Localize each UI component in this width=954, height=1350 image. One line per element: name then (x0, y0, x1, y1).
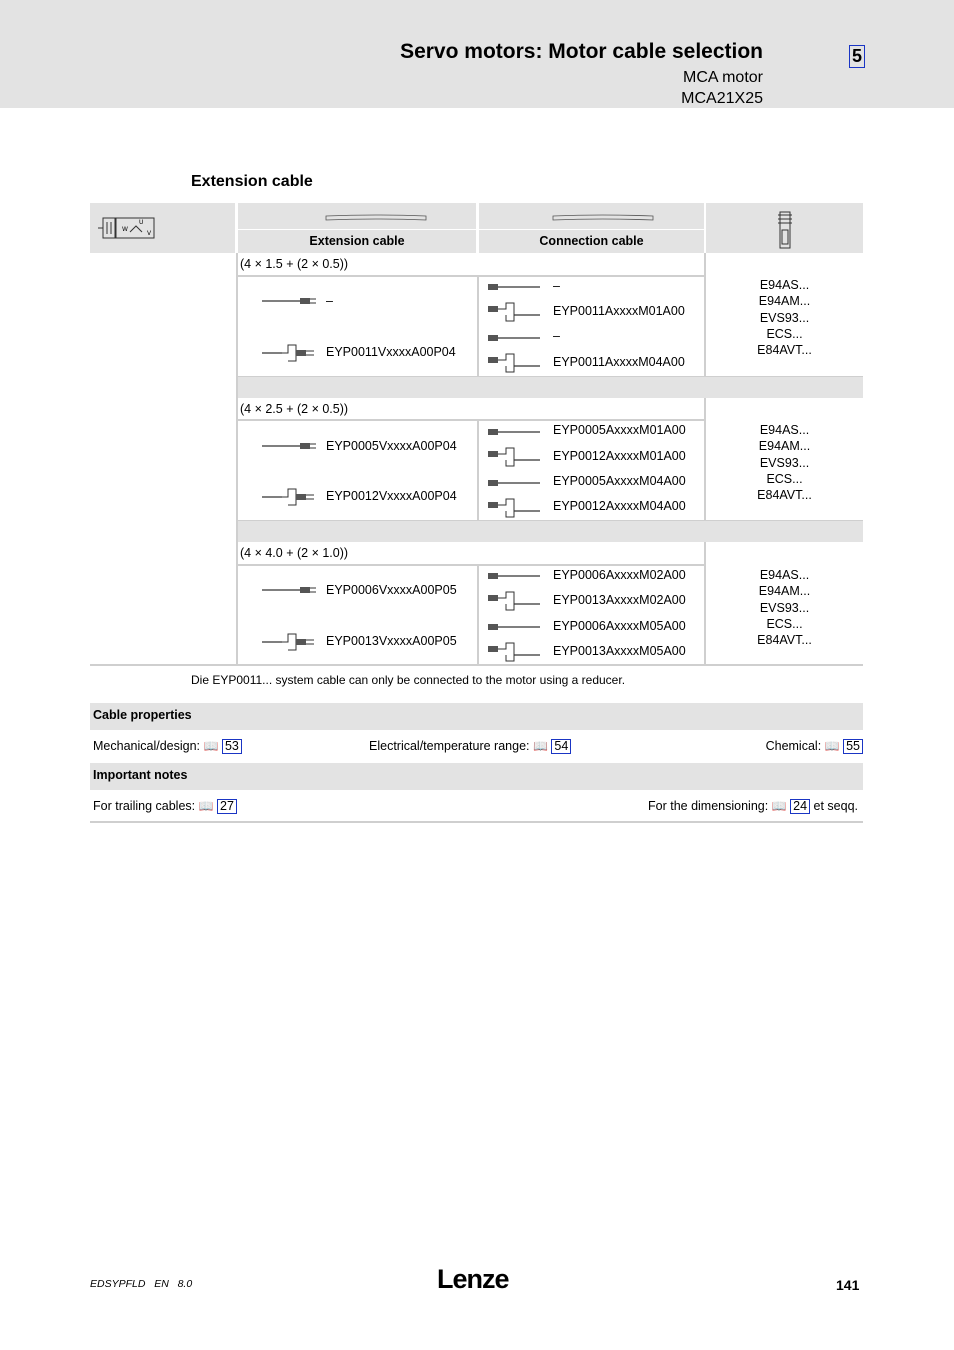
cable-angled-plug-icon (488, 445, 544, 469)
controller-item: ECS... (766, 471, 803, 486)
cable-icon (325, 214, 427, 222)
connection-cable-code: EYP0011AxxxxM04A00 (553, 355, 685, 369)
controller-item: EVS93... (759, 455, 810, 470)
column-header-connection: Connection cable (479, 230, 704, 253)
column-header-extension: Extension cable (238, 230, 476, 253)
cable-angled-plug-icon (262, 341, 320, 363)
cable-plug-icon (488, 281, 544, 293)
cable-plug-icon (488, 570, 544, 582)
chemical-label: Chemical: (765, 739, 822, 753)
dimensioning-label: For the dimensioning: (648, 799, 769, 813)
controller-header-cell (706, 203, 863, 253)
page-header (0, 0, 954, 108)
controller-item: E84AVT... (757, 633, 812, 648)
controller-item: ECS... (766, 616, 803, 631)
extension-cable-code: EYP0011VxxxxA00P04 (326, 345, 456, 359)
cable-angled-plug-icon (488, 640, 544, 664)
controller-item: EVS93... (759, 600, 810, 615)
cross-section-label: (4 × 2.5 + (2 × 0.5)) (240, 402, 349, 416)
page-link-54[interactable]: 54 (551, 739, 571, 754)
important-notes-heading: Important notes (90, 763, 863, 790)
controller-list (706, 277, 863, 358)
connection-cable-code: EYP0013AxxxxM05A00 (553, 644, 686, 658)
trailing-label: For trailing cables: (93, 799, 196, 813)
cable-plug-icon (488, 426, 544, 438)
document-id (90, 1278, 192, 1290)
extension-cable-code: EYP0005VxxxxA00P04 (326, 439, 457, 453)
mechanical-reference (93, 739, 242, 754)
page-link-53[interactable]: 53 (222, 739, 242, 754)
book-icon: 📖 (198, 799, 214, 813)
controller-list (706, 422, 863, 503)
electrical-label: Electrical/temperature range: (369, 739, 530, 753)
book-icon: 📖 (532, 739, 548, 753)
controller-item: E94AS... (759, 278, 810, 292)
cable-plug-icon (488, 621, 544, 633)
dimensioning-suffix: et seqq. (813, 799, 858, 813)
lenze-logo: Lenze (437, 1264, 509, 1294)
cable-angled-plug-icon (488, 351, 544, 375)
page-title: Servo motors: Motor cable selection (400, 40, 763, 63)
motor-icon (98, 214, 158, 242)
cable-angled-plug-icon (488, 589, 544, 613)
connection-cable-icon-cell (479, 203, 704, 229)
book-icon: 📖 (824, 739, 840, 753)
controller-item: E94AM... (758, 584, 811, 599)
connection-cable-code: – (553, 279, 560, 293)
connection-cable-code: EYP0013AxxxxM02A00 (553, 593, 686, 607)
doc-language: EN (154, 1278, 169, 1290)
controller-list (706, 567, 863, 648)
svg-text:W: W (122, 226, 128, 233)
trailing-reference (93, 799, 237, 814)
extension-cable-icon-cell (238, 203, 476, 229)
chemical-reference (766, 739, 863, 754)
controller-icon (777, 210, 793, 250)
page-link-27[interactable]: 27 (217, 799, 237, 814)
connection-cable-code: EYP0005AxxxxM01A00 (553, 423, 686, 437)
cable-angled-plug-icon (488, 496, 544, 520)
footnote: Die EYP0011... system cable can only be connected to the motor using a reducer. (191, 673, 626, 687)
controller-item: E84AVT... (757, 488, 812, 503)
page-link-55[interactable]: 55 (843, 739, 863, 754)
controller-item: EVS93... (759, 310, 810, 325)
extension-cable-code: EYP0012VxxxxA00P04 (326, 489, 457, 503)
book-icon: 📖 (771, 799, 787, 813)
cable-plug-icon (488, 477, 544, 489)
cable-plug-icon (262, 582, 320, 598)
cable-properties-heading: Cable properties (90, 703, 863, 730)
dimensioning-reference (648, 799, 858, 814)
connection-cable-code: EYP0012AxxxxM04A00 (553, 499, 686, 513)
cross-section-label: (4 × 4.0 + (2 × 1.0)) (240, 546, 349, 560)
connection-cable-code: EYP0012AxxxxM01A00 (553, 449, 686, 463)
connection-cable-code: EYP0011AxxxxM01A00 (553, 304, 685, 318)
chapter-link[interactable]: 5 (849, 45, 865, 68)
connection-cable-code: – (553, 329, 560, 343)
doc-id: EDSYPFLD (90, 1278, 146, 1290)
extension-cable-code: – (326, 294, 333, 308)
controller-item: ECS... (766, 326, 803, 341)
group-separator (238, 377, 863, 398)
connection-cable-code: EYP0005AxxxxM04A00 (553, 474, 686, 488)
cable-plug-icon (262, 293, 320, 309)
cable-angled-plug-icon (488, 300, 544, 324)
mechanical-label: Mechanical/design: (93, 739, 201, 753)
cable-plug-icon (488, 332, 544, 344)
extension-cable-code: EYP0013VxxxxA00P05 (326, 634, 457, 648)
group-separator (238, 521, 863, 542)
cable-icon (552, 214, 654, 222)
cable-angled-plug-icon (262, 485, 320, 507)
cable-plug-icon (262, 438, 320, 454)
page-number: 141 (836, 1277, 860, 1293)
controller-item: E94AM... (758, 294, 811, 309)
svg-text:U: U (139, 219, 144, 226)
svg-text:V: V (147, 230, 152, 237)
cable-angled-plug-icon (262, 630, 320, 652)
controller-item: E94AS... (759, 568, 810, 582)
extension-cable-code: EYP0006VxxxxA00P05 (326, 583, 457, 597)
controller-item: E94AM... (758, 439, 811, 454)
page-subtitle-motor: MCA motor (682, 69, 763, 86)
page-link-24[interactable]: 24 (790, 799, 810, 814)
book-icon: 📖 (203, 739, 219, 753)
motor-header-cell (90, 203, 235, 253)
page-subtitle-model: MCA21X25 (681, 90, 763, 107)
connection-cable-code: EYP0006AxxxxM05A00 (553, 619, 686, 633)
electrical-reference (369, 739, 571, 754)
doc-version: 8.0 (177, 1278, 193, 1290)
controller-item: E84AVT... (757, 343, 812, 358)
connection-cable-code: EYP0006AxxxxM02A00 (553, 568, 686, 582)
cross-section-label: (4 × 1.5 + (2 × 0.5)) (240, 257, 349, 271)
controller-item: E94AS... (759, 423, 810, 437)
section-title: Extension cable (191, 173, 313, 190)
